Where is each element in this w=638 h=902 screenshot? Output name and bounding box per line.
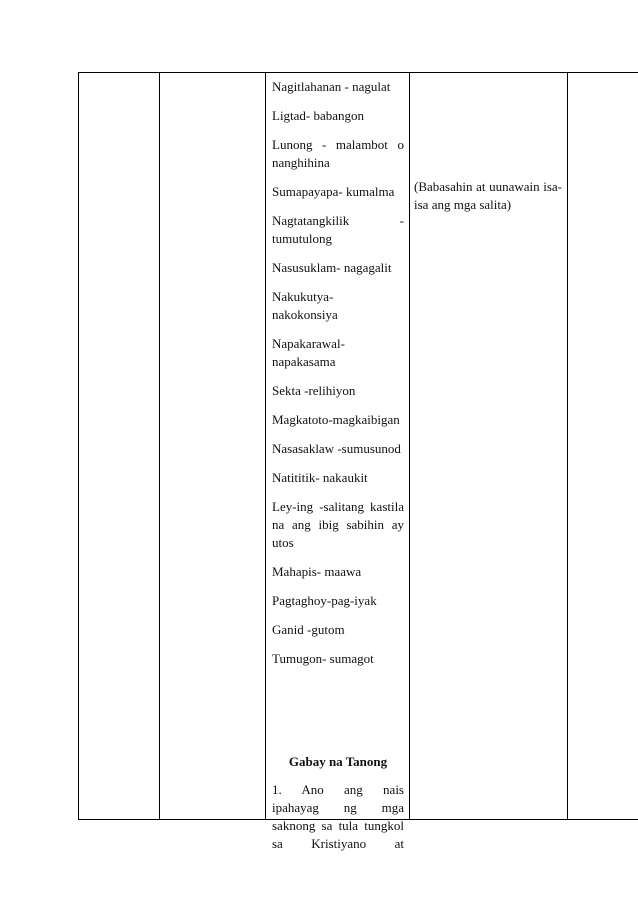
vocabulary-item: Nasusuklam- nagagalit bbox=[272, 260, 392, 275]
vocabulary-item: Lunong - malambot o nanghihina bbox=[272, 137, 404, 170]
vocabulary-item: Nasasaklaw -sumusunod bbox=[272, 441, 401, 456]
column-divider-2 bbox=[265, 72, 266, 820]
vocabulary-item: Nagtatangkilik - tumutulong bbox=[272, 213, 404, 246]
vocabulary-item: Nagitlahanan - nagulat bbox=[272, 79, 391, 94]
column-divider-4 bbox=[567, 72, 568, 820]
instructions-cell: (Babasahin at uunawain isa-isa ang mga salita) bbox=[414, 179, 562, 212]
vocabulary-item: Magkatoto-magkaibigan bbox=[272, 412, 400, 427]
vocabulary-cell bbox=[272, 78, 404, 853]
vocabulary-item: Tumugon- sumagot bbox=[272, 651, 374, 666]
vocabulary-item: Mahapis- maawa bbox=[272, 564, 362, 579]
blank-space bbox=[272, 679, 404, 753]
vocabulary-item: Napakarawal- napakasama bbox=[272, 336, 345, 369]
vocabulary-item: Sekta -relihiyon bbox=[272, 383, 356, 398]
column-divider-1 bbox=[159, 72, 160, 820]
vocabulary-item: Sumapayapa- kumalma bbox=[272, 184, 395, 199]
vocabulary-item: Ganid -gutom bbox=[272, 622, 345, 637]
vocabulary-item: Nakukutya- nakokonsiya bbox=[272, 289, 338, 322]
guide-questions-heading: Gabay na Tanong bbox=[288, 754, 388, 769]
vocabulary-item: Natititik- nakaukit bbox=[272, 470, 368, 485]
vocabulary-item: Ligtad- babangon bbox=[272, 108, 365, 123]
guide-question: 1. Ano ang nais ipahayag ng mga saknong sa tula tungkol sa Kristiyano at bbox=[272, 782, 404, 851]
vocabulary-item: Ley-ing -salitang kastila na ang ibig sabihin ay utos bbox=[272, 499, 404, 550]
column-divider-3 bbox=[409, 72, 410, 820]
vocabulary-item: Pagtaghoy-pag-iyak bbox=[272, 593, 377, 608]
